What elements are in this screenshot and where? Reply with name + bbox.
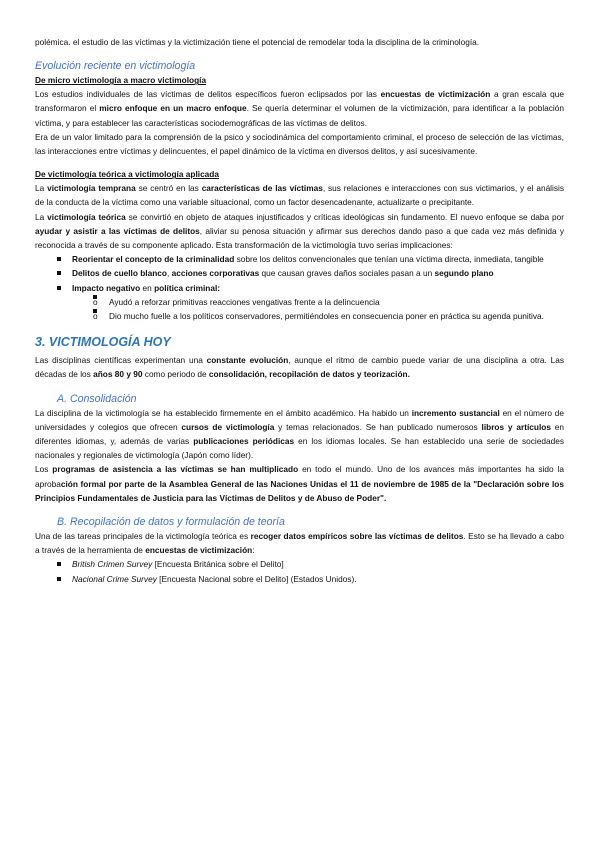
surveys-list (35, 557, 564, 585)
heading-evolucion: Evolución reciente en victimología (35, 60, 196, 73)
list-item: British Crimen Survey [Encuesta Británica sobre el Delito] (72, 557, 564, 571)
list-item: o Ayudó a reforzar primitivas reacciones vengativas frente a la delincuencia (93, 296, 380, 307)
paragraph-victimologia-teorica: La victimología teórica se convirtió en objeto de ataques injustificados y críticas ideológicas sin fundamento. El nuevo enfoque se daba por ayudar y asistir a las víctimas de delitos, aliviar su penosa situación y afirmar sus derechos dando paso a que cada vez más definida y reconocida a través de su componente aplicado. Esta transformación de la victimología tuvo serias implicaciones: (35, 211, 564, 251)
square-bullet-icon (57, 562, 61, 566)
page-content (35, 35, 564, 586)
square-bullet-icon (57, 577, 61, 581)
paragraph-recopilacion: Una de las tareas principales de la victimología teórica es recoger datos empíricos sobre las víctimas de delitos. Esto se ha llevado a cabo a través de la herramienta de encuestas de victimización: (35, 531, 564, 556)
circle-bullet-icon: o (93, 296, 98, 307)
implications-list (35, 252, 564, 323)
paragraph-disciplinas: Las disciplinas científicas experimentan una constante evolución, aunque el ritmo de cambio puede variar de una disciplina a otra. Las décadas de los años 80 y 90 como periodo de consolidación, recopilación de datos y teorización. (35, 355, 564, 380)
circle-bullet-icon: o (93, 311, 98, 322)
paragraph-consolidacion: La disciplina de la victimología se ha establecido firmemente en el ámbito académico. Ha habido un incremento sustancial en el número de universidades y colegios que ofrecen cursos de victimología y temas relacionados. Se han publicado numerosos libros y artículos en diferentes idiomas, y, además de varias publicaciones periódicas en los idiomas locales. Se han establecido una serie de sociedades nacionales y regionales de victimología (Japón como líder). (35, 407, 564, 461)
list-item: Nacional Crime Survey [Encuesta Nacional sobre el Delito] (Estados Unidos). (72, 572, 564, 586)
subheading-teorica-aplicada: De victimología teórica a victimología aplicada (35, 169, 219, 180)
list-item: Delitos de cuello blanco, acciones corporativas que causan graves daños sociales pasan a un segundo plano (72, 266, 564, 280)
heading-recopilacion: B. Recopilación de datos y formulación de teoría (57, 516, 285, 529)
subheading-micro-macro: De micro victimología a macro victimología (35, 75, 207, 86)
paragraph-programas: Los programas de asistencia a las víctimas se han multiplicado en todo el mundo. Uno de los avances más importantes ha sido la aprobación formal por parte de la Asamblea General de las Naciones Unidas el 11 de noviembre de 1985 de la "Declaración sobre los Principios Fundamentales de Justicia para las Víctimas de Delitos y de Abuso de Poder". (35, 464, 564, 503)
paragraph-valor-limitado: Era de un valor limitado para la comprensión de la psico y sociodinámica del comportamiento criminal, el proceso de selección de las víctimas, las interacciones entre víctimas y delincuentes, el papel dinámico de la víctima en diversos delitos, y así sucesivamente. (35, 131, 564, 157)
list-item: o Dio mucho fuelle a los políticos conservadores, permitiéndoles en consecuencia poner en práctica su agenda punitiva. (93, 311, 544, 322)
square-bullet-icon (57, 286, 61, 290)
nested-list (72, 295, 564, 323)
list-item: Impacto negativo en política criminal: o Ayudó a reforzar primitivas reacciones vengativas frente a la delincuencia o Dio mucho fuelle a los políticos conservadores, permitiéndoles en consecuencia poner en práctica su agenda punitiva. (72, 281, 564, 324)
heading-victimologia-hoy: 3. VICTIMOLOGÍA HOY (35, 335, 171, 350)
list-item: Reorientar el concepto de la criminalidad sobre los delitos convencionales que tenían una víctima directa, inmediata, tangible (72, 252, 564, 266)
square-bullet-icon (57, 257, 61, 261)
paragraph-micro-macro: Los estudios individuales de las víctimas de delitos específicos fueron eclipsados por las encuestas de victimización a gran escala que transformaron el micro enfoque en un macro enfoque. Se quería determinar el volumen de la victimización, para identificar a la población víctima, y para establecer las características sociodemográficas de las víctimas de delitos. (35, 89, 564, 128)
square-bullet-icon (57, 271, 61, 275)
paragraph-victimologia-temprana: La victimología temprana se centró en las características de las víctimas, sus relaciones e interacciones con sus victimarios, y el análisis de la conducta de la víctima como una variable situacional, como un factor desencadenante, actualizarte o precipitante. (35, 183, 565, 208)
paragraph-intro: polémica. el estudio de las víctimas y la victimización tiene el potencial de remodelar toda la disciplina de la criminología. (35, 37, 480, 47)
heading-consolidacion: A. Consolidación (57, 392, 137, 405)
